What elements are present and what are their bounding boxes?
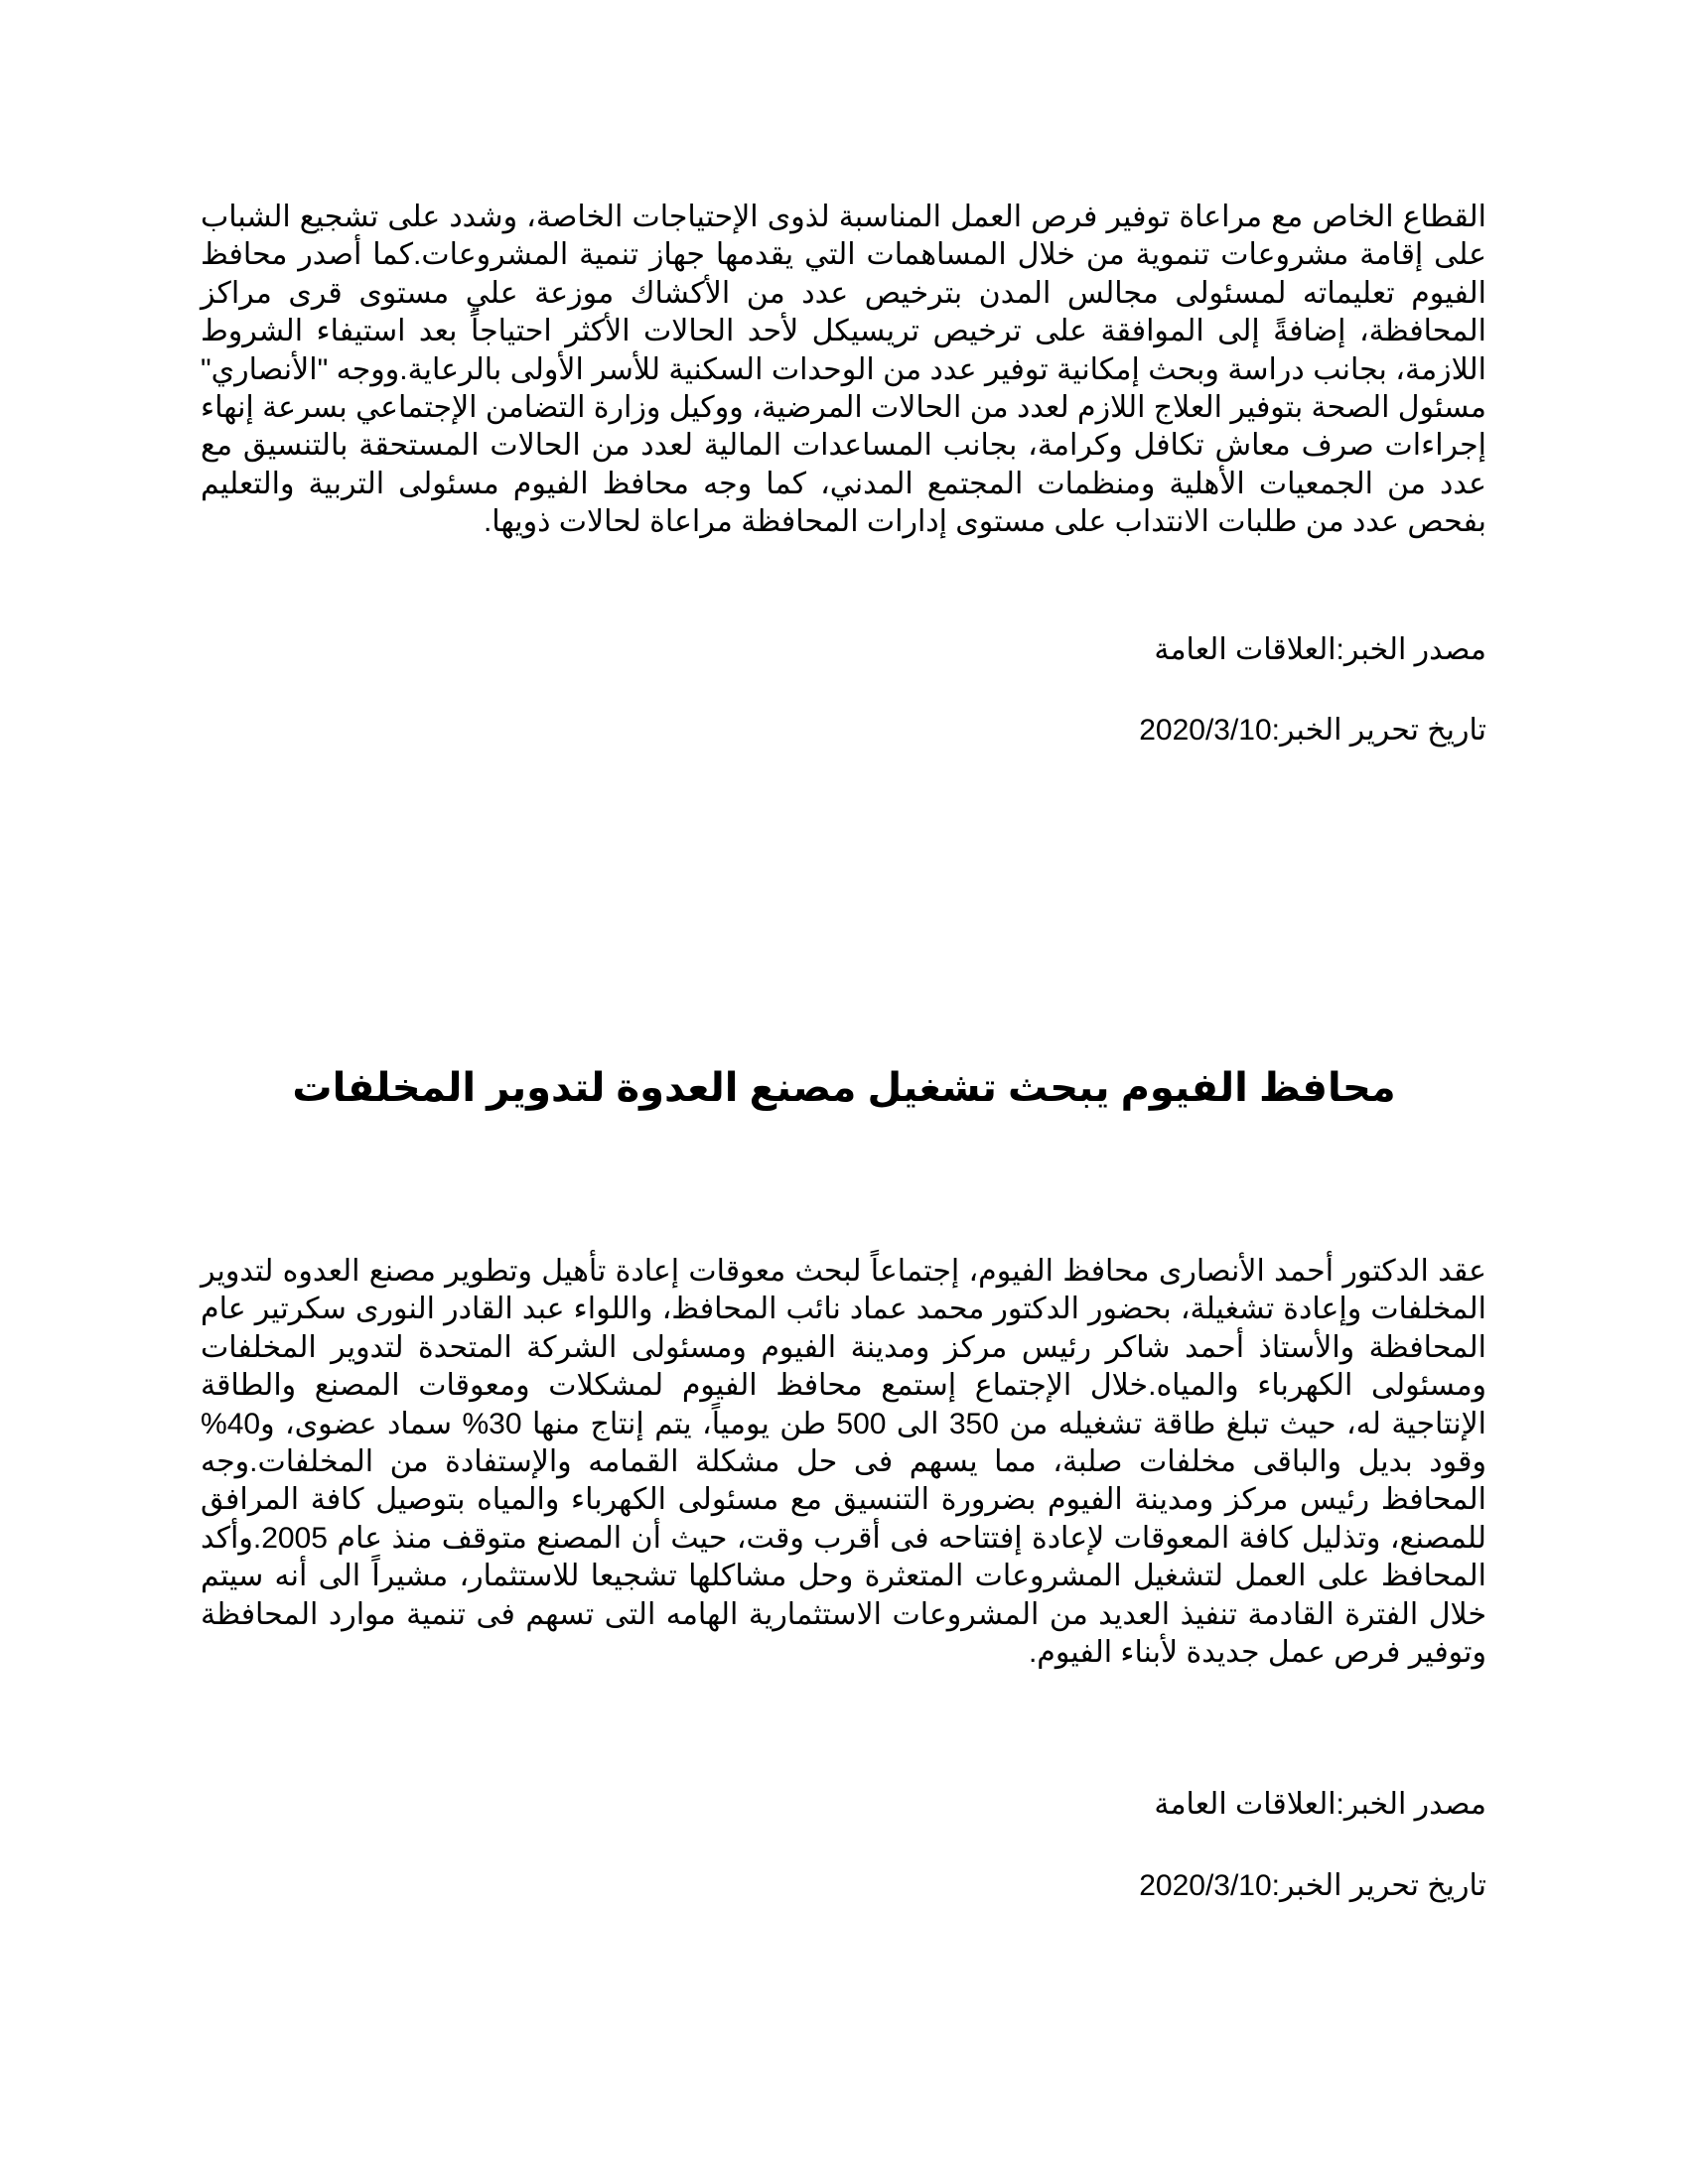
article-2-title: محافظ الفيوم يبحث تشغيل مصنع العدوة لتدوير المخلفات: [292, 1066, 1396, 1110]
article-2-source: مصدر الخبر:العلاقات العامة: [1154, 1788, 1486, 1821]
article-1-source: مصدر الخبر:العلاقات العامة: [1154, 633, 1486, 666]
article-1-date: تاريخ تحرير الخبر:2020/3/10: [1139, 714, 1486, 747]
article-2-body: عقد الدكتور أحمد الأنصارى محافظ الفيوم، إجتماعاً لبحث معوقات إعادة تأهيل وتطوير مصنع العدوه لتدوير المخلفات وإعادة تشغيلة، بحضور الدكتور محمد عماد نائب المحافظ، واللواء عبد القادر النورى سكرتير عام المحافظة والأستاذ أحمد شاكر رئيس مركز ومدينة الفيوم ومسئولى الشركة المتحدة لتدوير المخلفات ومسئولى الكهرباء والمياه.خلال الإجتماع إستمع محافظ الفيوم لمشكلات ومعوقات المصنع والطاقة الإنتاجية له، حيث تبلغ طاقة تشغيله من 350 الى 500 طن يومياً، يتم إنتاج منها 30% سماد عضوى، و40% وقود بديل والباقى مخلفات صلبة، مما يسهم فى حل مشكلة القمامه والإستفادة من المخلفات.وجه المحافظ رئيس مركز ومدينة الفيوم بضرورة التنسيق مع مسئولى الكهرباء والمياه بتوصيل كافة المرافق للمصنع، وتذليل كافة المعوقات لإعادة إفتتاحه فى أقرب وقت، حيث أن المصنع متوقف منذ عام 2005.وأكد المحافظ على العمل لتشغيل المشروعات المتعثرة وحل مشاكلها تشجيعا للاستثمار، مشيراً الى أنه سيتم خلال الفترة القادمة تنفيذ العديد من المشروعات الاستثمارية الهامه التى تسهم فى تنمية موارد المحافظة وتوفير فرص عمل جديدة لأبناء الفيوم.: [201, 1255, 1487, 1670]
article-1-body: القطاع الخاص مع مراعاة توفير فرص العمل المناسبة لذوى الإحتياجات الخاصة، وشدد على تشجيع الشباب على إقامة مشروعات تنموية من خلال المساهمات التي يقدمها جهاز تنمية المشروعات.كما أصدر محافظ الفيوم تعليماته لمسئولى مجالس المدن بترخيص عدد من الأكشاك موزعة علي مستوى قرى مراكز المحافظة، إضافةً إلى الموافقة على ترخيص تريسيكل لأحد الحالات الأكثر احتياجاً بعد استيفاء الشروط اللازمة، بجانب دراسة وبحث إمكانية توفير عدد من الوحدات السكنية للأسر الأولى بالرعاية.ووجه "الأنصاري" مسئول الصحة بتوفير العلاج اللازم لعدد من الحالات المرضية، ووكيل وزارة التضامن الإجتماعي بسرعة إنهاء إجراءات صرف معاش تكافل وكرامة، بجانب المساعدات المالية لعدد من الحالات المستحقة بالتنسيق مع عدد من الجمعيات الأهلية ومنظمات المجتمع المدني، كما وجه محافظ الفيوم مسئولى التربية والتعليم بفحص عدد من طلبات الانتداب على مستوى إدارات المحافظة مراعاة لحالات ذويها.: [201, 201, 1486, 539]
article-2-date: تاريخ تحرير الخبر:2020/3/10: [1139, 1869, 1486, 1902]
